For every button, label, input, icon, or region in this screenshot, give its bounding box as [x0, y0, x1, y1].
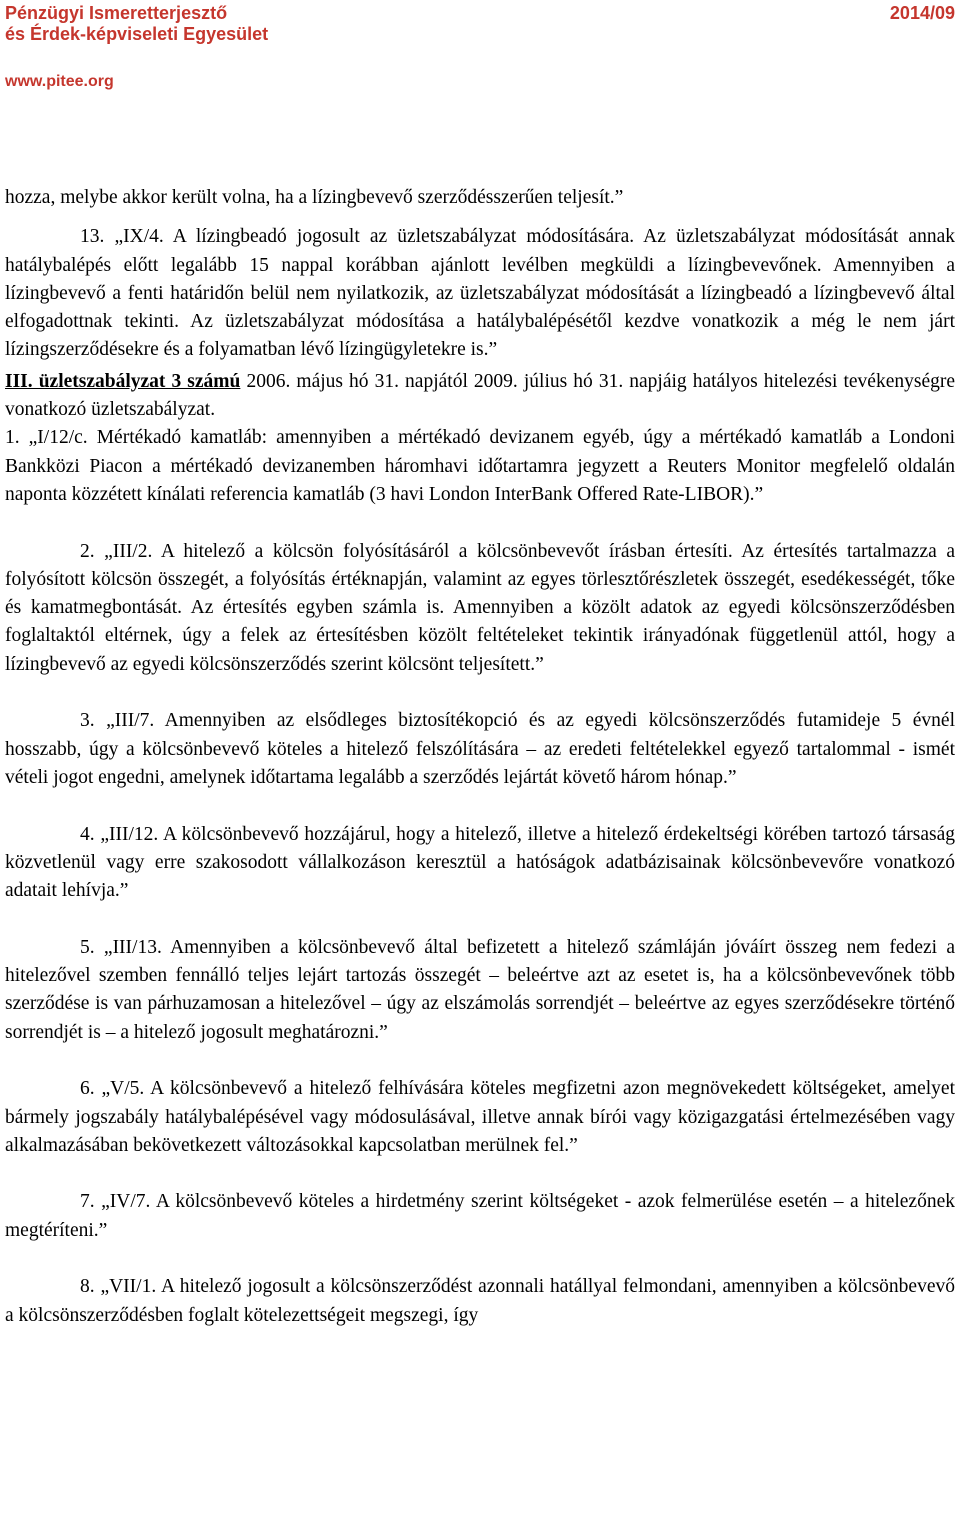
amendment-13 — [5, 223, 955, 364]
amendment-7 — [5, 1188, 955, 1245]
amendment-6-text: A kölcsönbevevő a hitelező felhívására köteles megfizetni azon megnövekedett költségeket, amelyet bármely jogszabály hatálybalépésével vagy módosulásával, illetve annak bírói vagy közigazgatási értelmezésében vagy alkalmazásában bekövetkezett változásokkal kapcsolatban merülnek fel.” — [5, 1078, 955, 1156]
document-body — [5, 184, 955, 1330]
amendment-4 — [5, 821, 955, 906]
amendment-1 — [5, 424, 955, 509]
amendment-5-text: Amennyiben a kölcsönbevevő által befizetett a hitelező számláján jóváírt összeg nem fedezi a hitelezővel szemben fennálló teljes lejárt tartozás összegét – beleértve azt az esetet is, ha a kölcsönbevevőnek több szerződése is van párhuzamosan a hitelezővel – úgy az elszámolás sorrendjét – beleértve az egyes szerződésekre történő sorrendjét is – a hitelező jogosult meghatározni.” — [5, 936, 955, 1043]
amendment-2 — [5, 538, 955, 679]
amendment-2-text: A hitelező a kölcsön folyósításáról a kölcsönbevevőt írásban értesíti. Az értesítés tartalmazza a folyósított kölcsön összegét, a folyósítás értéknapján, valamint az egyes törlesztőrészletek összegét, esedékességét, tőke és kamatmegbontását. Az értesítés egyben számla is. Amennyiben a közölt adatok az egyedi kölcsönszerződésben foglaltaktól eltérnek, úgy a felek az értesítésben közölt feltételeket tekintik irányadónak függetlenül attól, hogy a lízingbevevő az egyedi kölcsönszerződés szerint kölcsönt teljesített.” — [5, 540, 955, 675]
amendment-4-ref: 4. „III/12. — [80, 823, 159, 845]
amendment-3-ref: 3. „III/7. — [80, 710, 155, 732]
amendment-2-ref: 2. „III/2. — [80, 540, 153, 562]
amendment-7-text: A kölcsönbevevő köteles a hirdetmény szerint költségeket - azok felmerülése esetén – a hitelezőnek megtéríteni.” — [5, 1191, 955, 1241]
amendment-8-text: A hitelező jogosult a kölcsönszerződést azonnali hatállyal felmondani, amennyiben a kölcsönbevevő a kölcsönszerződésben foglalt kötelezettségeit megszegi, így — [5, 1276, 955, 1326]
amendment-3-text: Amennyiben az elsődleges biztosítékopció és az egyedi kölcsönszerződés futamideje 5 évnél hosszabb, úgy a kölcsönbevevő köteles a hitelező felszólítására – az eredeti feltételekkel egyező tartalommal - ismét vételi jogot engedni, amelynek időtartama legalább a szerződés lejártát követő három hónap.” — [5, 710, 955, 788]
amendment-1-ref: 1. „I/12/c. — [5, 427, 88, 449]
amendment-13-ref: 13. „IX/4. — [80, 226, 164, 248]
paragraph-continuation: hozza, melybe akkor került volna, ha a lízingbevevő szerződésszerűen teljesít.” — [5, 187, 624, 208]
amendment-1-text: Mértékadó kamatláb: amennyiben a mértékadó devizanem egyéb, úgy a mértékadó kamatláb a Londoni Bankközi Piacon a mértékadó devizanemben háromhavi időtartamra jegyzett a Reuters Monitor megfelelő oldalán naponta közzétett kínálati referencia kamatláb (3 havi London InterBank Offered Rate-LIBOR).” — [5, 427, 956, 505]
organization-name-line1: Pénzügyi Ismeretterjesztő — [5, 3, 228, 23]
organization-name-line2: és Érdek-képviseleti Egyesület — [5, 24, 269, 44]
website-link[interactable]: www.pitee.org — [5, 73, 114, 90]
amendment-7-ref: 7. „IV/7. — [80, 1191, 151, 1213]
issue-date: 2014/09 — [889, 3, 955, 23]
amendment-6 — [5, 1075, 955, 1160]
section-3-text: 2006. május hó 31. napjától 2009. július hó 31. napjáig hatályos hitelezési tevékenységre vonatkozó üzletszabályzat. — [5, 370, 955, 421]
amendment-5-ref: 5. „III/13. — [80, 936, 162, 958]
amendment-5 — [5, 934, 955, 1047]
amendment-3 — [5, 707, 955, 792]
amendment-6-ref: 6. „V/5. — [80, 1078, 145, 1100]
amendment-8 — [5, 1273, 955, 1330]
section-3-title: III. üzletszabályzat 3 számú — [5, 370, 241, 392]
amendment-4-text: A kölcsönbevevő hozzájárul, hogy a hitelező, illetve a hitelező érdekeltségi körében tartozó társaság közvetlenül vagy erre szakosodott vállalkozáson keresztül a hatóságok adatbázisainak kölcsönbevevőre vonatkozó adatait lehívja.” — [5, 823, 955, 902]
section-3-heading — [5, 368, 955, 425]
amendment-13-text: A lízingbeadó jogosult az üzletszabályzat módosítására. Az üzletszabályzat módosítását annak hatálybalépés előtt legalább 15 nappal korábban ajánlott levélben megküldi a lízingbevevőnek. Amennyiben a lízingbevevő a fenti határidőn belül nem nyilatkozik, az üzletszabályzat módosítását a lízingbeadó a lízingbevevő által elfogadottnak tekinti. Az üzletszabályzat módosítása a hatálybalépésétől kezdve vonatkozik a még le nem járt lízingszerződésekre és a folyamatban lévő lízingügyletekre is.” — [5, 226, 955, 361]
amendment-8-ref: 8. „VII/1. — [80, 1276, 157, 1298]
